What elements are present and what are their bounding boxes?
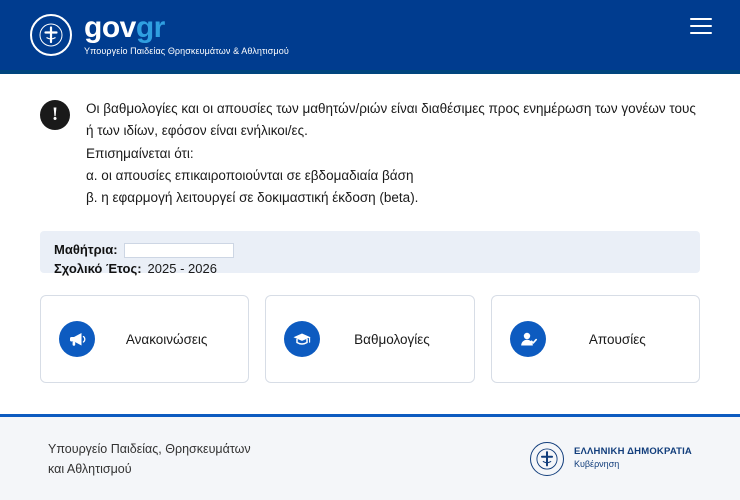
- ministry-subtitle: Υπουργείο Παιδείας Θρησκευμάτων & Αθλητισμού: [84, 46, 289, 57]
- notice-line-4: β. η εφαρμογή λειτουργεί σε δοκιμαστική έκδοση (beta).: [86, 190, 419, 206]
- student-name-label: Μαθήτρια:: [54, 242, 118, 258]
- notice-line-3: α. οι απουσίες επικαιροποιούνται σε εβδομαδιαία βάση: [86, 167, 414, 183]
- site-header: [0, 0, 740, 74]
- wordmark-gr: gr: [135, 11, 165, 45]
- footer-ministry: [48, 439, 251, 479]
- footer-gov-line-1: ΕΛΛΗΝΙΚΗ ΔΗΜΟΚΡΑΤΙΑ: [573, 446, 692, 458]
- school-year-label: Σχολικό Έτος:: [54, 261, 142, 277]
- student-name-row: [54, 241, 686, 260]
- footer-ministry-line-1: Υπουργείο Παιδείας, Θρησκευμάτων: [48, 441, 251, 456]
- card-grades-label: Βαθμολογίες: [354, 331, 430, 347]
- notice-banner: [0, 74, 740, 209]
- graduation-cap-icon: [284, 321, 320, 357]
- burger-line-1: [690, 18, 712, 20]
- card-absences-label: Απουσίες: [588, 331, 646, 347]
- school-year-value: 2025 - 2026: [147, 261, 217, 277]
- megaphone-icon: [59, 321, 95, 357]
- brand-wordmark: [84, 13, 289, 43]
- burger-line-3: [690, 32, 712, 34]
- student-name-value: [124, 243, 234, 258]
- footer-gov-text: [574, 446, 692, 470]
- exclamation-icon: !: [40, 100, 70, 130]
- card-announcements[interactable]: [40, 295, 249, 383]
- brand-block: [84, 13, 289, 57]
- person-check-icon: [510, 321, 546, 357]
- card-absences[interactable]: [491, 295, 700, 383]
- footer-gov-line-2: Κυβέρνηση: [573, 458, 620, 469]
- card-announcements-label: Ανακοινώσεις: [125, 331, 208, 347]
- wordmark-gov: gov: [84, 11, 136, 45]
- student-info-band: [40, 231, 700, 277]
- site-footer: [0, 414, 740, 500]
- hamburger-menu-icon[interactable]: [690, 18, 712, 34]
- greek-republic-emblem-footer-icon: [530, 442, 564, 476]
- footer-ministry-line-2: και Αθλητισμού: [48, 461, 132, 476]
- burger-line-2: [690, 25, 712, 27]
- card-grades[interactable]: [265, 295, 474, 383]
- navigation-cards: [0, 273, 740, 383]
- notice-line-2: Επισημαίνεται ότι:: [86, 145, 194, 161]
- brand-area[interactable]: [30, 13, 289, 57]
- notice-text: [86, 98, 700, 209]
- notice-line-1: Οι βαθμολογίες και οι απουσίες των μαθητών/ριών είναι διαθέσιμες προς ενημέρωση των γονέων τους ή των ιδίων, εφόσον είναι ενήλικοι/ες.: [86, 101, 696, 139]
- footer-government-mark: [530, 442, 692, 476]
- greek-republic-emblem-icon: [30, 14, 72, 56]
